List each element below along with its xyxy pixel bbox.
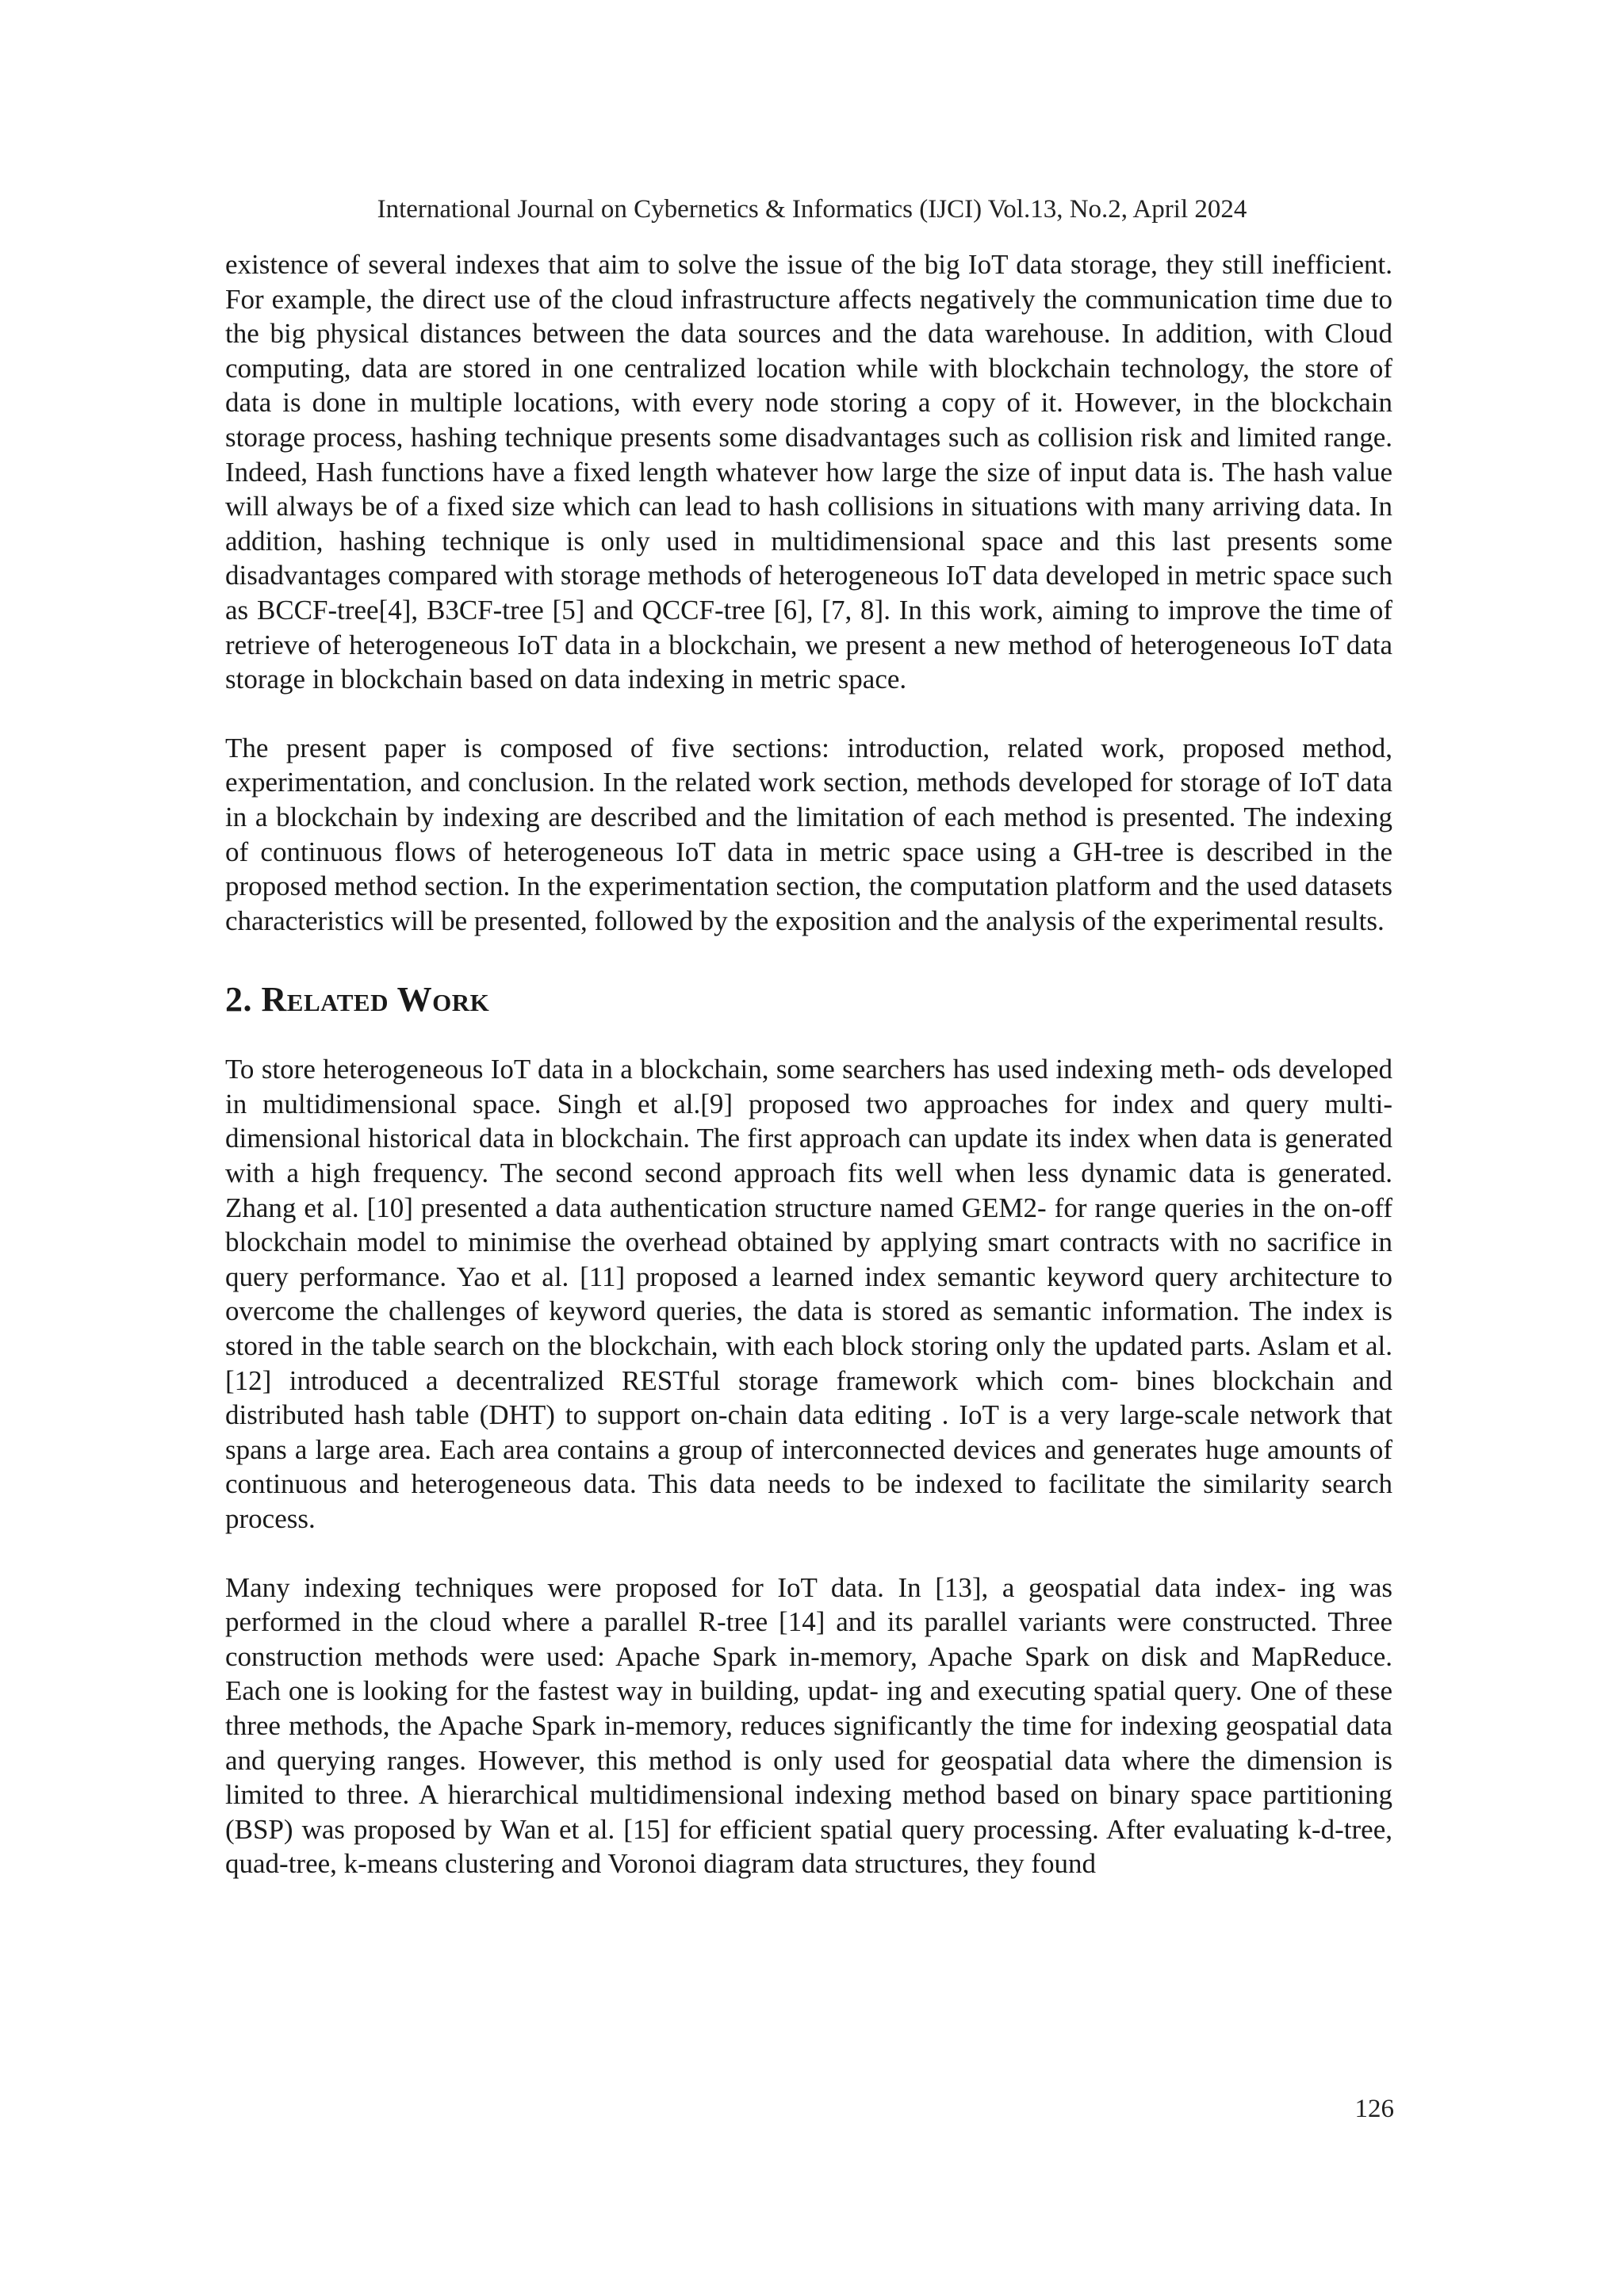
body-paragraph-related-work-1: To store heterogeneous IoT data in a blockchain, some searchers has used indexing meth- ods developed in multidimensional space. Singh et al.[9] proposed two approaches for index and query multi-dimensional historical data in blockchain. The first approach can update its index when data is generated with a high frequency. The second second approach fits well when less dynamic data is generated. Zhang et al. [10] presented a data authentication structure named GEM2- for range queries in the on-off blockchain model to minimise the overhead obtained by applying smart contracts with no sacrifice in query performance. Yao et al. [11] proposed a learned index semantic keyword query architecture to overcome the challenges of keyword queries, the data is stored as semantic information. The index is stored in the table search on the blockchain, with each block storing only the updated parts. Aslam et al.[12] introduced a decentralized RESTful storage framework which com- bines blockchain and distributed hash table (DHT) to support on-chain data editing . IoT is a very large-scale network that spans a large area. Each area contains a group of interconnected devices and generates huge amounts of continuous and heterogeneous data. This data needs to be indexed to facilitate the similarity search process. <box>225 1054 1392 1534</box>
body-paragraph-continuation: existence of several indexes that aim to solve the issue of the big IoT data storage, they still inefficient. For example, the direct use of the cloud infrastructure affects negatively the communication time due to the big physical distances between the data sources and the data warehouse. In addition, with Cloud computing, data are stored in one centralized location while with blockchain technology, the store of data is done in multiple locations, with every node storing a copy of it. However, in the blockchain storage process, hashing technique presents some disadvantages such as collision risk and limited range. Indeed, Hash functions have a fixed length whatever how large the size of input data is. The hash value will always be of a fixed size which can lead to hash collisions in situations with many arriving data. In addition, hashing technique is only used in multidimensional space and this last presents some disadvantages compared with storage methods of heterogeneous IoT data developed in metric space such as BCCF-tree[4], B3CF-tree [5] and QCCF-tree [6], [7, 8]. In this work, aiming to improve the time of retrieve of heterogeneous IoT data in a blockchain, we present a new method of heterogeneous IoT data storage in blockchain based on data indexing in metric space. <box>225 249 1392 695</box>
page-number: 126 <box>1354 2095 1394 2123</box>
page-body <box>225 247 1392 1881</box>
section-heading-related-work: 2. Related Work <box>225 980 490 1020</box>
running-header: International Journal on Cybernetics & Informatics (IJCI) Vol.13, No.2, April 2024 <box>377 195 1247 224</box>
body-paragraph-related-work-2: Many indexing techniques were proposed for IoT data. In [13], a geospatial data index- ing was performed in the cloud where a parallel R-tree [14] and its parallel variants were constructed. Three construction methods were used: Apache Spark in-memory, Apache Spark on disk and MapReduce. Each one is looking for the fastest way in building, updat- ing and executing spatial query. One of these three methods, the Apache Spark in-memory, reduces significantly the time for indexing geospatial data and querying ranges. However, this method is only used for geospatial data where the dimension is limited to three. A hierarchical multidimensional indexing method based on binary space partitioning (BSP) was proposed by Wan et al. [15] for efficient spatial query processing. After evaluating k-d-tree, quad-tree, k-means clustering and Voronoi diagram data structures, they found <box>225 1571 1392 1880</box>
body-paragraph-paper-outline: The present paper is composed of five sections: introduction, related work, proposed method, experimentation, and conclusion. In the related work section, methods developed for storage of IoT data in a blockchain by indexing are described and the limitation of each method is presented. The indexing of continuous flows of heterogeneous IoT data in metric space using a GH-tree is described in the proposed method section. In the experimentation section, the computation platform and the used datasets characteristics will be presented, followed by the exposition and the analysis of the experimental results. <box>225 732 1392 936</box>
